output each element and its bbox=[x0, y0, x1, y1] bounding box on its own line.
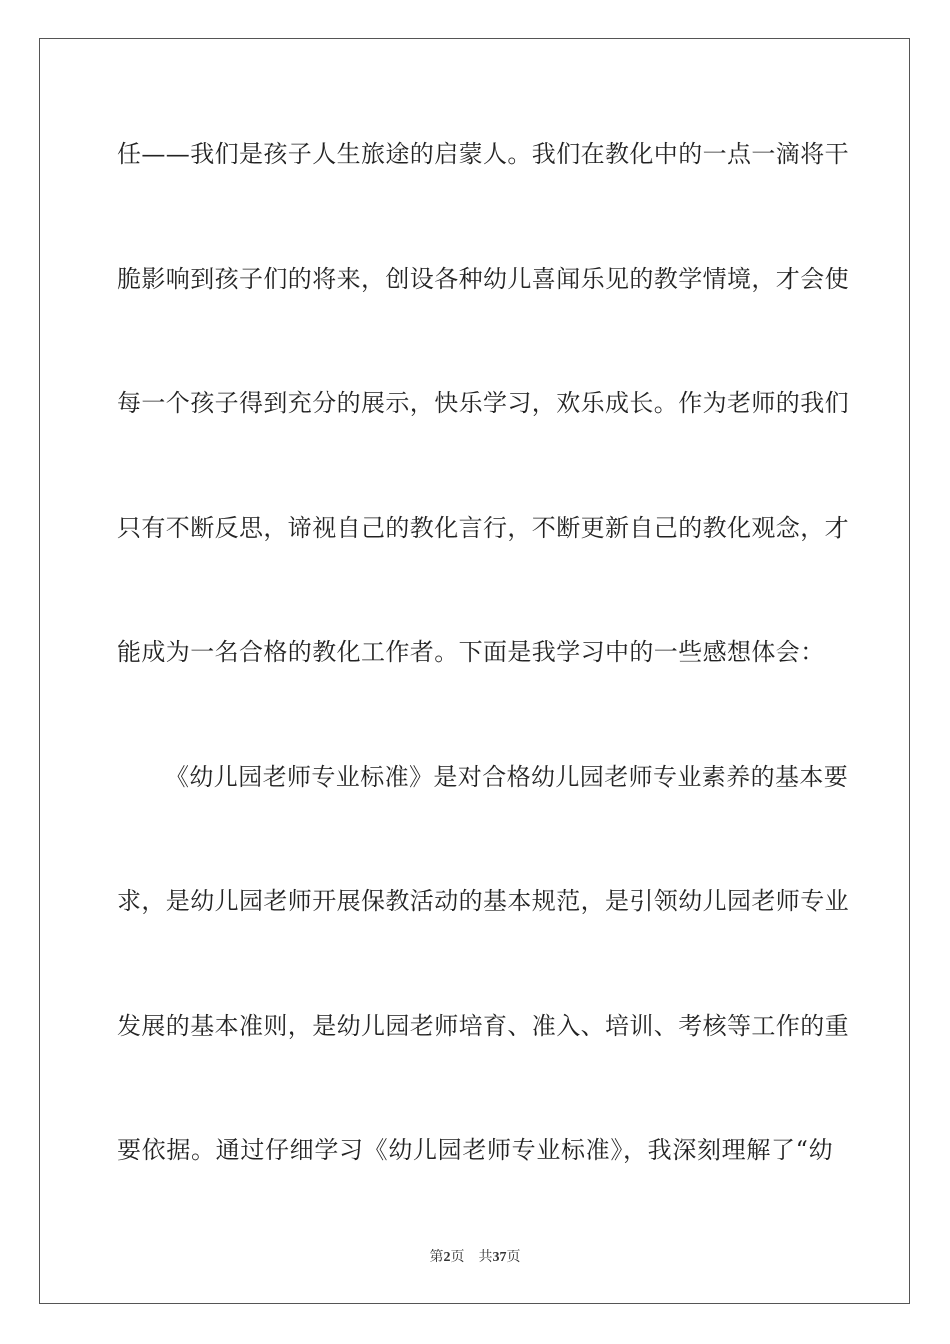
text-line-6-paragraph-start: 《幼儿园老师专业标准》是对合格幼儿园老师专业素养的基本要 bbox=[165, 762, 849, 791]
text-line-1: 任——我们是孩子人生旅途的启蒙人。我们在教化中的一点一滴将干 bbox=[117, 140, 849, 168]
page-footer bbox=[0, 1246, 950, 1266]
total-pages: 37 bbox=[492, 1250, 507, 1265]
document-body bbox=[117, 124, 849, 1245]
text-line-2: 脆影响到孩子们的将来，创设各种幼儿喜闻乐见的教学情境，才会使 bbox=[117, 264, 849, 293]
text-line-9: 要依据。通过仔细学习《幼儿园老师专业标准》，我深刻理解了“幼 bbox=[117, 1136, 833, 1164]
text-line-3: 每一个孩子得到充分的展示，快乐学习，欢乐成长。作为老师的我们 bbox=[117, 389, 849, 417]
text-line-8: 发展的基本准则，是幼儿园老师培育、准入、培训、考核等工作的重 bbox=[117, 1011, 849, 1040]
text-line-7: 求，是幼儿园老师开展保教活动的基本规范，是引领幼儿园老师专业 bbox=[117, 887, 849, 915]
text-line-5: 能成为一名合格的教化工作者。下面是我学习中的一些感想体会： bbox=[117, 638, 825, 666]
page-prefix: 第 bbox=[429, 1249, 444, 1265]
total-prefix: 共 bbox=[478, 1249, 493, 1265]
total-suffix: 页 bbox=[506, 1249, 521, 1265]
text-line-4: 只有不断反思，谛视自己的教化言行，不断更新自己的教化观念，才 bbox=[117, 513, 849, 542]
page-suffix: 页 bbox=[450, 1249, 465, 1265]
page-number: 2 bbox=[443, 1250, 451, 1265]
